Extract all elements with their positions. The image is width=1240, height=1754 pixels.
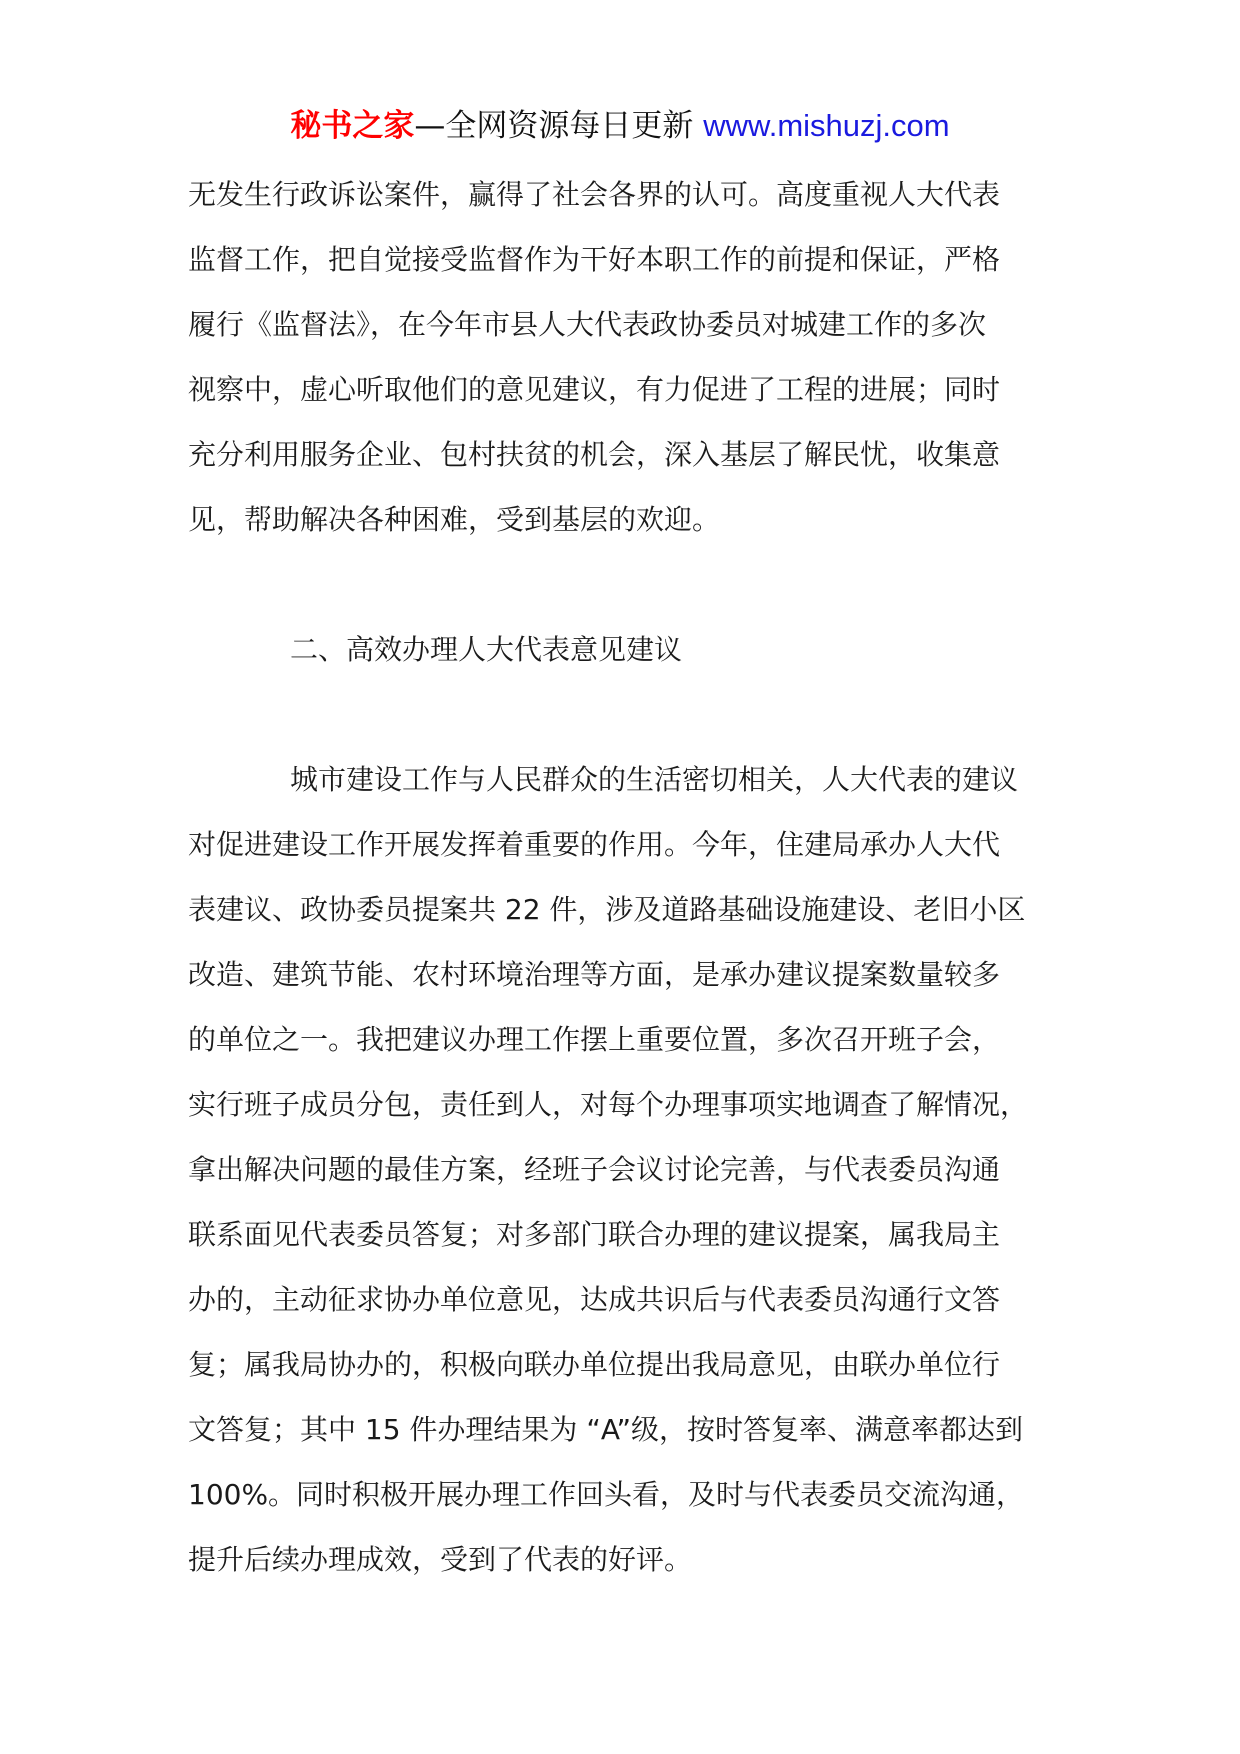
text-line: 对促进建设工作开展发挥着重要的作用。今年，住建局承办人大代 bbox=[188, 828, 1001, 861]
paragraph-supervision bbox=[188, 162, 1058, 552]
text-line: 监督工作，把自觉接受监督作为干好本职工作的前提和保证，严格 bbox=[188, 243, 1001, 276]
text-line: 100%。同时积极开展办理工作回头看，及时与代表委员交流沟通， bbox=[188, 1478, 1025, 1511]
text-line: 拿出解决问题的最佳方案，经班子会议讨论完善，与代表委员沟通 bbox=[188, 1153, 1001, 1186]
text-line: 履行《监督法》，在今年市县人大代表政协委员对城建工作的多次 bbox=[188, 308, 987, 341]
text-line: 文答复；其中 15 件办理结果为 “A”级，按时答复率、满意率都达到 bbox=[188, 1413, 1024, 1446]
text-line: 表建议、政协委员提案共 22 件，涉及道路基础设施建设、老旧小区 bbox=[188, 893, 1026, 926]
document-body bbox=[188, 162, 1058, 1592]
text-line: 无发生行政诉讼案件，赢得了社会各界的认可。高度重视人大代表 bbox=[188, 178, 1001, 211]
text-line: 提升后续办理成效，受到了代表的好评。 bbox=[188, 1543, 693, 1576]
site-tagline: —全网资源每日更新 bbox=[414, 108, 704, 144]
text-line: 充分利用服务企业、包村扶贫的机会，深入基层了解民忧，收集意 bbox=[188, 438, 1001, 471]
paragraph-proposals bbox=[188, 747, 1058, 1592]
text-line: 见，帮助解决各种困难，受到基层的欢迎。 bbox=[188, 503, 721, 536]
site-header bbox=[0, 104, 1240, 148]
section-heading-text: 二、高效办理人大代表意见建议 bbox=[290, 633, 683, 666]
text-line: 的单位之一。我把建议办理工作摆上重要位置，多次召开班子会， bbox=[188, 1023, 1001, 1056]
text-line: 改造、建筑节能、农村环境治理等方面，是承办建议提案数量较多 bbox=[188, 958, 1001, 991]
text-line: 实行班子成员分包，责任到人，对每个办理事项实地调查了解情况， bbox=[188, 1088, 1029, 1121]
text-line: 联系面见代表委员答复；对多部门联合办理的建议提案，属我局主 bbox=[188, 1218, 1001, 1251]
site-url-link[interactable]: www.mishuzj.com bbox=[703, 108, 950, 143]
text-line: 视察中，虚心听取他们的意见建议，有力促进了工程的进展；同时 bbox=[188, 373, 1001, 406]
section-heading bbox=[188, 617, 1058, 682]
text-line: 办的，主动征求协办单位意见，达成共识后与代表委员沟通行文答 bbox=[188, 1283, 1001, 1316]
text-line: 城市建设工作与人民群众的生活密切相关，人大代表的建议 bbox=[290, 763, 1019, 796]
site-brand: 秘书之家 bbox=[290, 108, 415, 144]
text-line: 复；属我局协办的，积极向联办单位提出我局意见，由联办单位行 bbox=[188, 1348, 1001, 1381]
